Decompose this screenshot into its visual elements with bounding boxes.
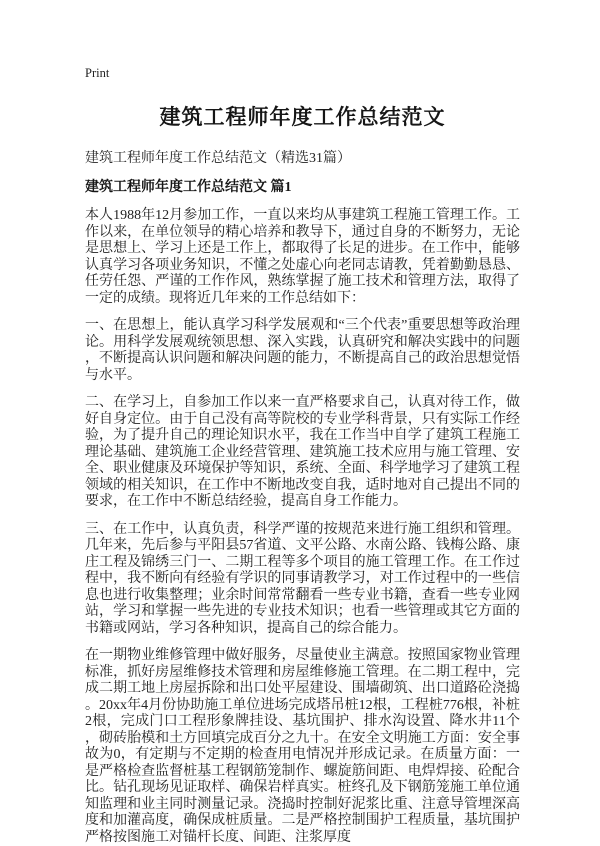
paragraph-property-management: 在一期物业维修管理中做好服务，尽量使业主满意。按照国家物业管理标准，抓好房屋维修技术管理和房屋维修施工管理。在二期工程中，完成二期工地上房屋拆除和出口处平屋建设、围墙砌筑、出口道路砼浇捣。20xx年4月份协助施工单位进场完成塔吊桩12根，工程桩776根，补桩2根，完成门口工程形象牌挂设、基坑围护、排水沟设置、降水井11个，砌砖胎模和土方回填完成百分之九十。在安全文明施工方面：安全事故为0，有定期与不定期的检查用电情况并形成记录。在质量方面：一是严格检查监督桩基工程钢筋笼制作、螺旋筋间距、电焊焊接、砼配合比。钻孔现场见证取样、确保岩样真实。桩终孔及下钢筋笼施工单位通知监理和业主同时测量记录。浇捣时控制好泥浆比重、注意导管埋深高度和加灌高度，确保成桩质量。二是严格控制围护工程质量，基坑围护严格按图施工对锚杆长度、间距、注浆厚度 [85, 648, 520, 845]
print-link[interactable]: Print [85, 66, 110, 80]
doc-subtitle: 建筑工程师年度工作总结范文（精选31篇） [85, 151, 351, 166]
page-title: 建筑工程师年度工作总结范文 [159, 105, 446, 129]
section-heading: 建筑工程师年度工作总结范文 篇1 [85, 180, 292, 195]
paragraph-study: 二、在学习上，自参加工作以来一直严格要求自己，认真对待工作，做好自身定位。由于自己没有高等院校的专业学科背景，只有实际工作经验，为了提升自己的理论知识水平，我在工作当中自学了建筑工程施工理论基础、建筑施工企业经营管理、建筑施工技术应用与施工管理、安全、职业健康及环境保护等知识，系统、全面、科学地学习了建筑工程领域的相关知识，在工作中不断地改变自我，适时地对自己提出不同的要求，在工作中不断总结经验，提高自身工作能力。 [85, 395, 520, 509]
document-body [85, 208, 520, 846]
paragraph-thought: 一、在思想上，能认真学习科学发展观和“三个代表”重要思想等政治理论。用科学发展观统领思想、深入实践，认真研究和解决实践中的问题，不断提高认识问题和解决问题的能力，不断提高自己的政治思想觉悟与水平。 [85, 318, 520, 383]
paragraph-intro: 本人1988年12月参加工作，一直以来均从事建筑工程施工管理工作。工作以来，在单位领导的精心培养和教导下，通过自身的不断努力，无论是思想上、学习上还是工作上，都取得了长足的进步。在工作中，能够认真学习各项业务知识，不懂之处虚心向老同志请教，凭着勤勤恳恳、任劳任怨、严谨的工作作风，熟练掌握了施工技术和管理方法，取得了一定的成绩。现将近几年来的工作总结如下： [85, 208, 520, 306]
paragraph-work: 三、在工作中，认真负责，科学严谨的按规范来进行施工组织和管理。几年来，先后参与平阳县57省道、文平公路、水南公路、钱梅公路、康庄工程及锦绣三门一、二期工程等多个项目的施工管理工作。在工作过程中，我不断向有经验有学识的同事请教学习，对工作过程中的一些信息也进行收集整理；业余时间常常翻看一些专业书籍，查看一些专业网站，学习和掌握一些先进的专业技术知识；也看一些管理或其它方面的书籍或网站，学习各种知识，提高自己的综合能力。 [85, 521, 520, 636]
